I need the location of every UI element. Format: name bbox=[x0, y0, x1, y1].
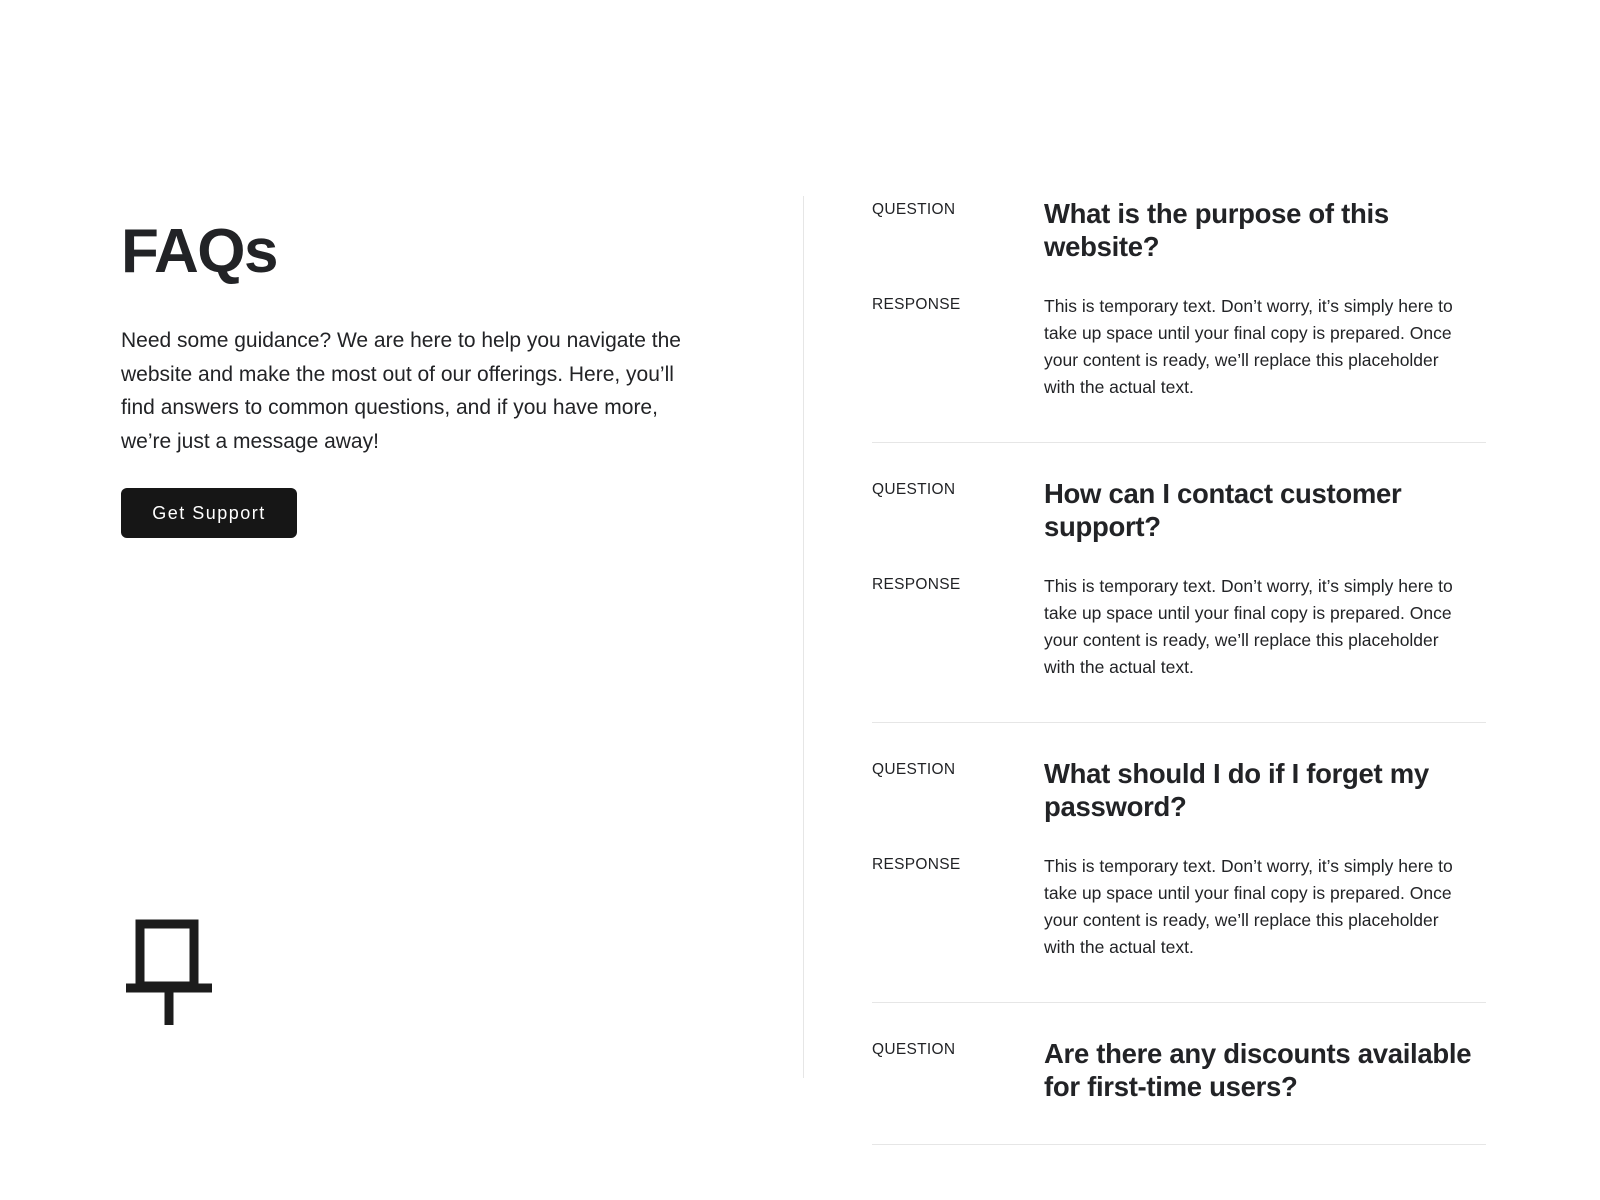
question-text: Are there any discounts available for first-time users? bbox=[1044, 1038, 1472, 1102]
intro-text: Need some guidance? We are here to help you navigate the website and make the most out of our offerings. Here, you’ll find answers to common questions, and if you have more, we’re just a message away! bbox=[121, 329, 681, 453]
faq-item bbox=[872, 1037, 1486, 1145]
question-label: QUESTION bbox=[872, 201, 956, 218]
response-text: This is temporary text. Don’t worry, it’s simply here to take up space until your final copy is prepared. Once your content is ready, we’ll replace this placeholder with the actual text. bbox=[1044, 296, 1453, 397]
response-row bbox=[872, 853, 1486, 961]
response-label: RESPONSE bbox=[872, 296, 961, 313]
vertical-divider bbox=[803, 196, 804, 1078]
faq-item bbox=[872, 757, 1486, 1003]
get-support-button[interactable]: Get Support bbox=[121, 488, 297, 538]
question-text: How can I contact customer support? bbox=[1044, 478, 1402, 542]
faq-item bbox=[872, 197, 1486, 443]
response-row bbox=[872, 573, 1486, 681]
question-text: What should I do if I forget my password? bbox=[1044, 758, 1429, 822]
question-label: QUESTION bbox=[872, 761, 956, 778]
question-label: QUESTION bbox=[872, 481, 956, 498]
signpost-icon bbox=[125, 921, 213, 1025]
question-label: QUESTION bbox=[872, 1041, 956, 1058]
question-row bbox=[872, 1037, 1486, 1103]
question-row bbox=[872, 477, 1486, 543]
response-text: This is temporary text. Don’t worry, it’s simply here to take up space until your final copy is prepared. Once your content is ready, we’ll replace this placeholder with the actual text. bbox=[1044, 576, 1453, 677]
response-label: RESPONSE bbox=[872, 856, 961, 873]
response-text: This is temporary text. Don’t worry, it’s simply here to take up space until your final copy is prepared. Once your content is ready, we’ll replace this placeholder with the actual text. bbox=[1044, 856, 1453, 957]
response-label: RESPONSE bbox=[872, 576, 961, 593]
question-text: What is the purpose of this website? bbox=[1044, 198, 1389, 262]
question-row bbox=[872, 757, 1486, 823]
page-title: FAQs bbox=[121, 217, 277, 286]
faq-item bbox=[872, 477, 1486, 723]
response-row bbox=[872, 293, 1486, 401]
faq-list bbox=[872, 197, 1486, 1102]
faq-intro-panel bbox=[121, 197, 721, 1077]
question-row bbox=[872, 197, 1486, 263]
